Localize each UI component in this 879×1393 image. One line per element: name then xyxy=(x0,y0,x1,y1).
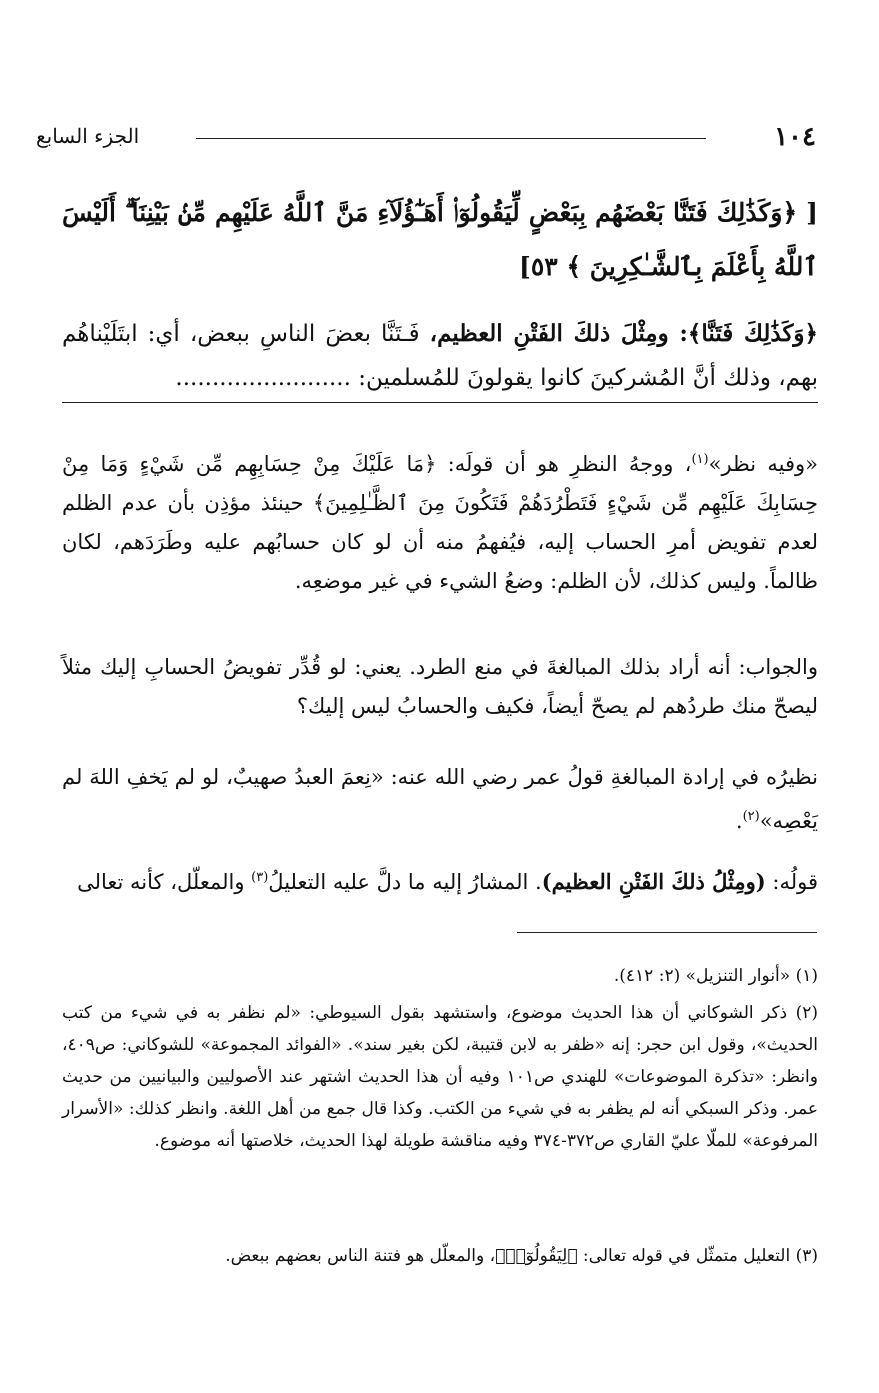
p1-start: «وفيه نظر» xyxy=(708,452,819,476)
footnote-ref-2[interactable]: (٢) xyxy=(742,809,760,824)
footnote-ref-1[interactable]: (١) xyxy=(691,452,709,467)
footnote-3: (٣) التعليل متمثّل في قوله تعالى: ﴿لِيَقُولُوٓا۟﴾، والمعلّل هو فتنة الناس بعضهم ببعض. xyxy=(225,1246,818,1266)
gloss-paragraph-4 xyxy=(62,858,818,902)
footnote-2: (٢) ذكر الشوكاني أن هذا الحديث موضوع، واستشهد بقول السيوطي: «لم نظفر به في شيء من كتب الحديث»، وقول ابن حجر: إنه «ظفر به لابن قتيبة، لكن بغير سند». «الفوائد المجموعة» للشوكاني: ص٤٠٩، وانظر: «تذكرة الموضوعات» للهندي ص١٠١ وفيه أن هذا الحديث اشتهر عند الأصوليين والبيانيين من حديث عمر. وذكر السبكي أنه لم يظفر به في شيء من الكتب. وكذا قال جمع من أهل اللغة. وانظر كذلك: «الأسرار المرفوعة» للملّا عليّ القاري ص٣٧٢-٣٧٤ وفيه مناقشة طويلة لهذا الحديث، خلاصتها أنه موضوع. xyxy=(62,1003,818,1151)
gloss-paragraph-3 xyxy=(62,758,818,841)
p3-end: . xyxy=(735,809,743,833)
gloss-paragraph-1 xyxy=(62,440,818,601)
p3-text: نظيرُه في إرادة المبالغةِ قولُ عمر رضي الله عنه: «نِعمَ العبدُ صهيبٌ، لو لم يَخفِ اللهَ لم يَعْصِه» xyxy=(62,765,818,833)
page-number: ١٠٤ xyxy=(774,122,816,152)
tafsir-commentary xyxy=(62,312,818,400)
p4-start: قولُه: xyxy=(765,870,818,894)
p4-quote: (ومِثْلُ ذلكَ الفَتْنِ العظيم) xyxy=(541,869,766,894)
part-title: الجزء السابع xyxy=(36,124,140,148)
quran-verse: [ ﴿وَكَذَٰلِكَ فَتَنَّا بَعْضَهُم بِبَعْضٍ لِّيَقُولُوٓا۟ أَهَـٰٓؤُلَآءِ مَنَّ ٱللَّهُ عَلَيْهِم مِّنۢ بَيْنِنَآ ۗ أَلَيْسَ ٱللَّهُ بِأَعْلَمَ بِٱلشَّـٰكِرِينَ ﴾ ٥٣] xyxy=(62,198,818,281)
commentary-lead: ﴿وَكَذَٰلِكَ فَتَنَّا﴾: ومِثْلَ ذلكَ الفَتْنِ العظيم، xyxy=(429,320,818,347)
commentary-text: فَـتَنَّا بعضَ الناسِ ببعض، أي: ابتَلَيْناهُم بهم، وذلك أنَّ المُشركينَ كانوا يقولونَ للمُسلمين: ........................ xyxy=(62,321,818,391)
gloss-paragraph-2: والجواب: أنه أراد بذلك المبالغةَ في منع الطرد. يعني: لو قُدِّر تفويضُ الحسابِ إليك مثلاً ليصحّ منك طردُهم لم يصحّ أيضاً، فكيف والحسابُ ليس إليك؟ xyxy=(62,655,818,718)
p4-end: والمعلّل، كأنه تعالى xyxy=(77,870,252,894)
footnote-divider xyxy=(517,932,817,933)
page-header xyxy=(36,122,816,156)
footnote-ref-3[interactable]: (٣) xyxy=(251,870,269,885)
p1-text: ، ووجهُ النظرِ هو أن قولَه: ﴿مَا عَلَيْكَ مِنْ حِسَابِهِم مِّن شَيْءٍ وَمَا مِنْ حِسَابِكَ عَلَيْهِم مِّن شَيْءٍ فَتَطْرُدَهُمْ فَتَكُونَ مِنَ ٱلظَّـٰلِمِينَ﴾ حينئذ مؤذِن بأن عدم الظلم لعدم تفويض أمرِ الحساب إليه، فيُفهمُ منه أن لو كان حسابُهم عليه وطَرَدَهم، لكان ظالماً. وليس كذلك، لأن الظلم: وضعُ الشيء في غير موضعِه. xyxy=(62,452,818,593)
p4-mid: . المشارُ إليه ما دلَّ عليه التعليلُ xyxy=(268,870,542,894)
header-divider xyxy=(196,138,706,139)
main-divider xyxy=(62,402,818,403)
footnote-1: (١) «أنوار التنزيل» (٢: ٤١٢). xyxy=(613,966,818,986)
